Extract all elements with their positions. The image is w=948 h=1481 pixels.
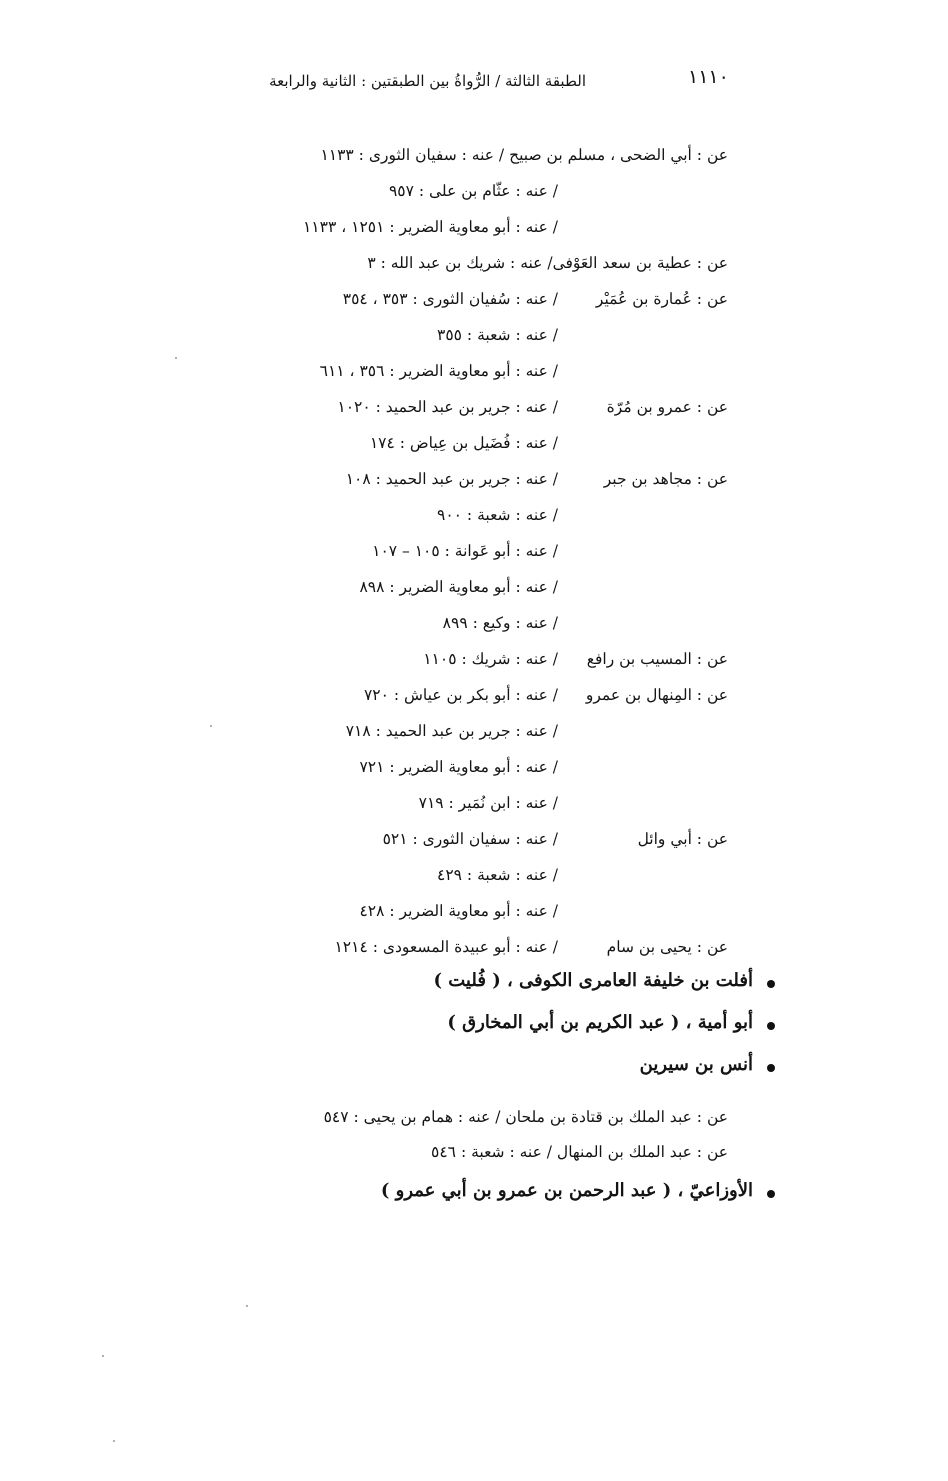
narrator-transmitter: / عنه : سُفيان الثورى : ٣٥٣ ، ٣٥٤ — [342, 290, 558, 308]
narrator-transmitter: / عنه : فُضَيل بن عِياض : ١٧٤ — [369, 434, 558, 452]
narrator-transmitter: / عنه : أبو عَوانة : ١٠٥ – ١٠٧ — [372, 542, 558, 560]
scan-speck — [210, 725, 212, 727]
narrator-transmitter: / عنه : أبو معاوية الضرير : ١٢٥١ ، ١١٣٣ — [302, 218, 558, 236]
narration-line: عن : أبي الضحى ، مسلم بن صبيح / عنه : سفيان الثورى : ١١٣٣ — [320, 146, 728, 164]
narrator-source: عن : أبي وائل — [637, 830, 728, 848]
narrator-transmitter: / عنه : عثّام بن على : ٩٥٧ — [388, 182, 558, 200]
scan-speck — [113, 1440, 115, 1442]
narrator-source: عن : عمرو بن مُرّة — [606, 398, 728, 416]
entry-heading: أفلت بن خليفة العامرى الكوفى ، ( فُليت ) — [433, 970, 753, 991]
narrator-source: عن : عُمارة بن عُمَيْر — [595, 290, 728, 308]
narrator-source: عن : المِنهال بن عمرو — [585, 686, 728, 704]
bullet-icon — [767, 1022, 775, 1030]
narrator-transmitter: / عنه : أبو عبيدة المسعودى : ١٢١٤ — [334, 938, 558, 956]
narration-line: عن : عبد الملك بن المنهال / عنه : شعبة : ٥٤٦ — [431, 1143, 728, 1161]
page-number: ١١١٠ — [688, 66, 729, 88]
narrator-transmitter: / عنه : سفيان الثورى : ٥٢١ — [382, 830, 558, 848]
scan-speck — [246, 1305, 248, 1307]
narrator-source: عن : يحيى بن سام — [606, 938, 728, 956]
entry-heading: أبو أمية ، ( عبد الكريم بن أبي المخارق ) — [447, 1012, 753, 1033]
running-header: الطبقة الثالثة / الرُّواةُ بين الطبقتين : الثانية والرابعة — [269, 72, 586, 90]
narrator-source: عن : مجاهد بن جبر — [603, 470, 728, 488]
narrator-transmitter: / عنه : أبو معاوية الضرير : ٣٥٦ ، ٦١١ — [319, 362, 558, 380]
scan-speck — [102, 1355, 104, 1357]
narrator-transmitter: / عنه : شعبة : ٣٥٥ — [437, 326, 558, 344]
narrator-transmitter: / عنه : ابن نُمَير : ٧١٩ — [418, 794, 558, 812]
narrator-transmitter: / عنه : أبو معاوية الضرير : ٨٩٨ — [359, 578, 558, 596]
narrator-transmitter: / عنه : جرير بن عبد الحميد : ١٠٨ — [345, 470, 558, 488]
entry-heading: أنس بن سيرين — [639, 1054, 753, 1075]
narrator-transmitter: / عنه : أبو معاوية الضرير : ٧٢١ — [359, 758, 558, 776]
narrator-transmitter: / عنه : وكيع : ٨٩٩ — [442, 614, 558, 632]
narrator-transmitter: / عنه : أبو بكر بن عياش : ٧٢٠ — [363, 686, 558, 704]
bullet-icon — [767, 1190, 775, 1198]
narration-line: عن : عبد الملك بن قتادة بن ملحان / عنه : همام بن يحيى : ٥٤٧ — [323, 1108, 728, 1126]
entry-heading: الأوزاعيّ ، ( عبد الرحمن بن عمرو بن أبي عمرو ) — [380, 1180, 753, 1201]
narrator-transmitter: / عنه : شعبة : ٤٢٩ — [437, 866, 558, 884]
scan-speck — [175, 357, 177, 359]
narration-line: عن : عطية بن سعد العَوْفى/ عنه : شريك بن عبد الله : ٣ — [367, 254, 728, 272]
bullet-icon — [767, 1064, 775, 1072]
bullet-icon — [767, 980, 775, 988]
narrator-source: عن : المسيب بن رافع — [586, 650, 728, 668]
narrator-transmitter: / عنه : أبو معاوية الضرير : ٤٢٨ — [359, 902, 558, 920]
narrator-transmitter: / عنه : جرير بن عبد الحميد : ١٠٢٠ — [337, 398, 558, 416]
narrator-transmitter: / عنه : شعبة : ٩٠٠ — [437, 506, 558, 524]
narrator-transmitter: / عنه : شريك : ١١٠٥ — [423, 650, 558, 668]
narrator-transmitter: / عنه : جرير بن عبد الحميد : ٧١٨ — [345, 722, 558, 740]
